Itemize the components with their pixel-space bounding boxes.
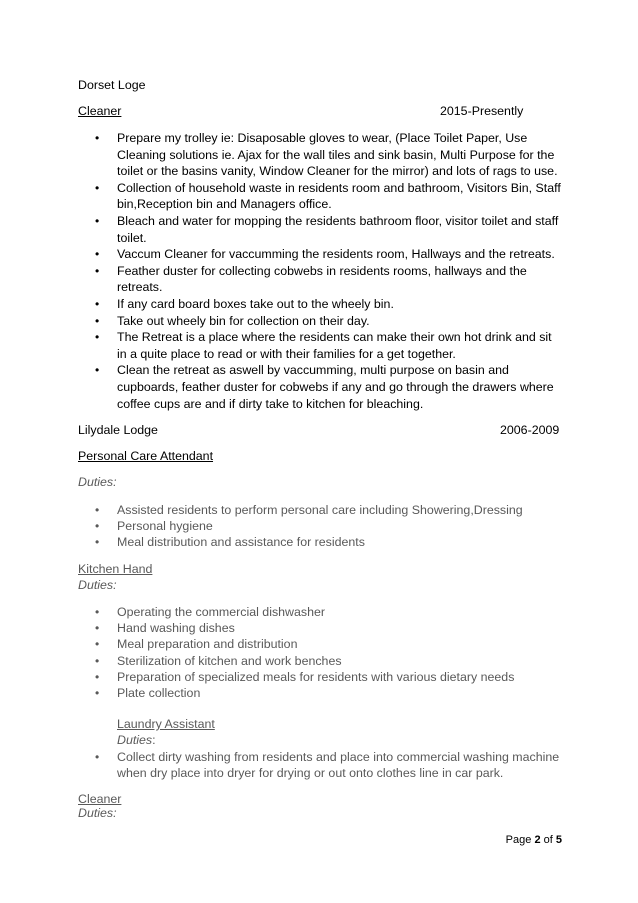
list-item: • Clean the retreat as aswell by vaccumming, multi purpose on basin and cupboards, feather duster for cobwebs if any and go through the drawers where coffee cups are and if dirty take to kitchen for bleaching. <box>78 362 564 412</box>
list-item: • Plate collection <box>78 685 564 701</box>
list-item: • Personal hygiene <box>78 518 564 534</box>
duties-heading: Duties: <box>78 578 117 592</box>
duties-list <box>78 502 564 551</box>
sub-role-title: Cleaner <box>78 792 122 806</box>
page-number: Page 2 of 5 <box>505 834 562 846</box>
list-item: • Hand washing dishes <box>78 620 564 636</box>
duties-list <box>78 130 564 412</box>
job-title: Personal Care Attendant <box>78 449 214 463</box>
list-item: • Meal distribution and assistance for residents <box>78 534 564 550</box>
duties-heading: Duties: <box>78 806 117 820</box>
list-item: • Collect dirty washing from residents and place into commercial washing machine when dry place into dryer for drying or out onto clothes line in car park. <box>78 749 564 781</box>
duties-heading: Duties: <box>78 475 117 489</box>
duties-list <box>78 604 564 701</box>
duties-list <box>78 749 564 781</box>
employer-name: Lilydale Lodge <box>78 423 158 437</box>
job-dates: 2006-2009 <box>500 423 560 437</box>
list-item: • Feather duster for collecting cobwebs in residents rooms, hallways and the retreats. <box>78 263 564 296</box>
job-title: Cleaner <box>78 104 122 118</box>
list-item: • Collection of household waste in residents room and bathroom, Visitors Bin, Staff bin,Reception bin and Managers office. <box>78 180 564 213</box>
duties-colon: : <box>152 733 156 747</box>
list-item: • Bleach and water for mopping the residents bathroom floor, visitor toilet and staff toilet. <box>78 213 564 246</box>
list-item: • The Retreat is a place where the residents can make their own hot drink and sit in a quite place to read or with their families for a get together. <box>78 329 564 362</box>
list-item: • Take out wheely bin for collection on their day. <box>78 313 564 330</box>
sub-role-title: Laundry Assistant <box>117 717 215 731</box>
employer-name: Dorset Loge <box>78 78 146 92</box>
job-dates: 2015-Presently <box>440 104 524 118</box>
duties-word: Duties <box>117 733 153 747</box>
list-item: • Meal preparation and distribution <box>78 636 564 652</box>
list-item: • Preparation of specialized meals for residents with various dietary needs <box>78 669 564 685</box>
sub-role-title: Kitchen Hand <box>78 562 153 576</box>
list-item: • Assisted residents to perform personal care including Showering,Dressing <box>78 502 564 518</box>
list-item: • Operating the commercial dishwasher <box>78 604 564 620</box>
duties-heading <box>117 733 156 747</box>
list-item: • Vaccum Cleaner for vaccumming the residents room, Hallways and the retreats. <box>78 246 564 263</box>
list-item: • Sterilization of kitchen and work benches <box>78 653 564 669</box>
list-item: • If any card board boxes take out to the wheely bin. <box>78 296 564 313</box>
list-item: • Prepare my trolley ie: Disaposable gloves to wear, (Place Toilet Paper, Use Cleaning solutions ie. Ajax for the wall tiles and sink basin, Multi Purpose for the toilet or the basins vanity, Window Cleaner for the mirror) and lots of rags to use. <box>78 130 564 180</box>
